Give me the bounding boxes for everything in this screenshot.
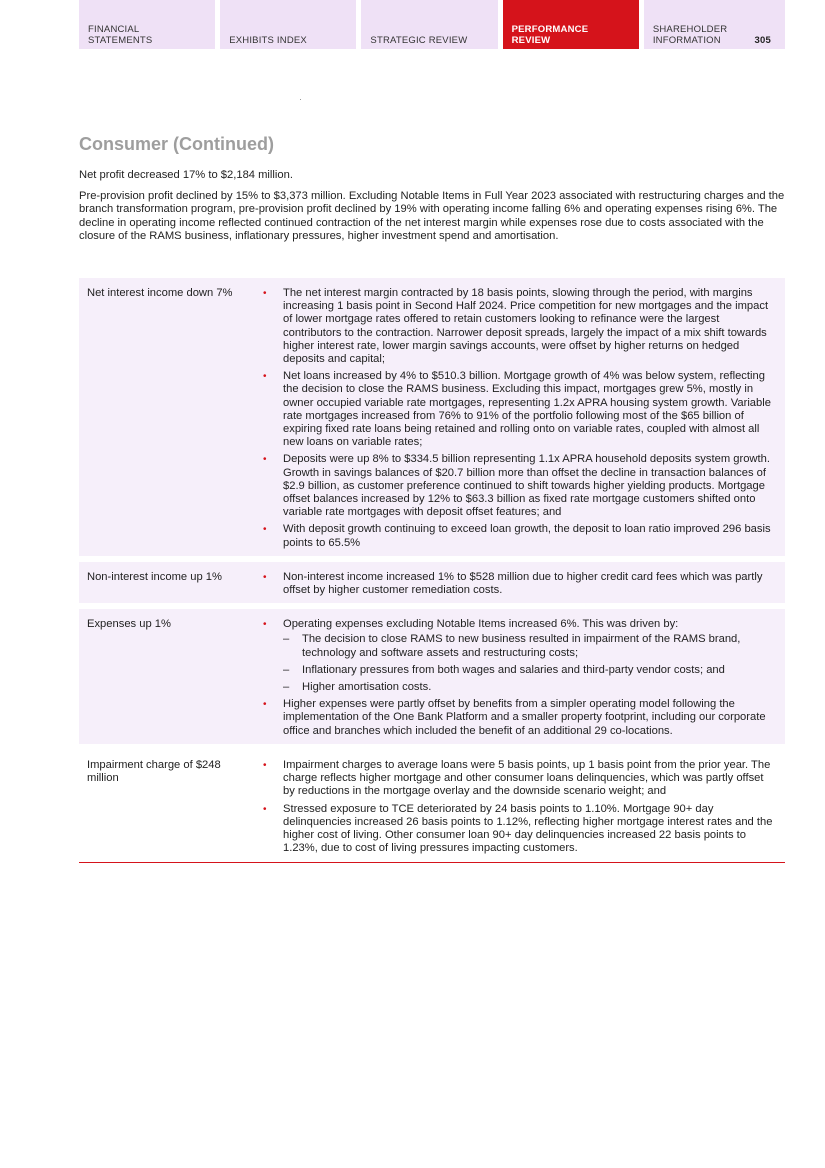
tab-financial-statements[interactable]	[79, 0, 215, 49]
table-row	[79, 278, 785, 562]
bullet-list	[254, 571, 775, 597]
row-content	[254, 287, 785, 550]
bullet-item: • Non-interest income increased 1% to $528 million due to higher credit card fees which was partly offset by higher customer remediation costs.	[254, 571, 775, 597]
bullet-text: Operating expenses excluding Notable Items increased 6%. This was driven by:	[283, 618, 679, 631]
sub-item: – Higher amortisation costs.	[283, 681, 775, 694]
tab-label: STRATEGIC REVIEW	[370, 34, 468, 46]
page-title: Consumer (Continued)	[79, 134, 274, 154]
tab-exhibits-index[interactable]	[220, 0, 356, 49]
row-label: Non-interest income up 1%	[87, 570, 222, 583]
page-number: 305	[754, 34, 771, 46]
intro-paragraph: Pre-provision profit declined by 15% to $3,373 million. Excluding Notable Items in Full Year 2023 associated with restructuring charges and the branch transformation program, pre-provision profit declined by 19% with operating income falling 6% and operating expenses rising 6%. The decline in operating income reflected continued contraction of the net interest margin while expenses rose due to costs associated with the closure of the RAMS business, inflationary pressures, higher investment spend and amortisation.	[79, 190, 785, 242]
bullet-item: • Impairment charges to average loans were 5 basis points, up 1 basis point from the prior year. The charge reflects higher mortgage and other consumer loans delinquencies, which was partly offset by reductions in the mortgage overlay and the downside scenario weight; and	[254, 759, 775, 799]
sub-item: – The decision to close RAMS to new business resulted in impairment of the RAMS brand, technology and software assets and restructuring costs;	[283, 633, 775, 659]
bullet-item: • Stressed exposure to TCE deteriorated by 24 basis points to 1.10%. Mortgage 90+ day delinquencies increased 26 basis points to 1.12%, reflecting higher mortgage interest rates and the higher cost of living. Other consumer loan 90+ day delinquencies increased 22 basis points to 1.23%, due to cost of living pressures impacting customers.	[254, 803, 775, 856]
bullet-list	[254, 759, 775, 855]
tab-shareholder-information[interactable]	[644, 0, 785, 49]
tab-label: SHAREHOLDER INFORMATION	[652, 24, 728, 46]
intro-paragraph: Net profit decreased 17% to $2,184 million.	[79, 169, 293, 181]
bullet-item: • Net loans increased by 4% to $510.3 billion. Mortgage growth of 4% was below system, reflecting the decision to close the RAMS business. Excluding this impact, mortgages grew 5%, mostly in owner occupied variable rate mortgages, representing 1.2x APRA housing system growth. Variable rate mortgages increased from 76% to 91% of the portfolio following most of the $65 billion of expiring fixed rate loans being retained and rolling onto on variable rates, coupled with almost all new loans on variable rates;	[254, 370, 775, 449]
bullet-item	[254, 618, 775, 694]
tab-performance-review[interactable]	[503, 0, 639, 49]
sub-list	[283, 633, 775, 694]
tab-strategic-review[interactable]	[361, 0, 497, 49]
tab-label: EXHIBITS INDEX	[229, 34, 307, 46]
row-label: Expenses up 1%	[87, 618, 171, 631]
row-content	[254, 759, 785, 855]
row-label: Net interest income down 7%	[87, 287, 233, 299]
bullet-list	[254, 287, 775, 550]
bullet-item: • The net interest margin contracted by 18 basis points, slowing through the period, with margins increasing 1 basis point in Second Half 2024. Price competition for new mortgages and the impact of lower mortgage rates offered to retain customers looking to refinance were the largest contributors to the contraction. Narrower deposit spreads, largely the impact of a mix shift towards higher interest rate, lower margin savings accounts, were offset by higher returns on hedged deposits and capital;	[254, 287, 775, 366]
bullet-item: • Deposits were up 8% to $334.5 billion representing 1.1x APRA household deposits system growth. Growth in savings balances of $20.7 billion more than offset the decline in transaction balances of $2.9 billion, as customer preference continued to shift towards higher yielding products. Mortgage offset balances increased by 12% to $63.3 billion as fixed rate mortgage customers shifted onto variable rate mortgages with deposit offset features; and	[254, 453, 775, 519]
intro-text	[79, 169, 785, 251]
bullet-item: • Higher expenses were partly offset by benefits from a simpler operating model following the implementation of the One Bank Platform and a smaller property footprint, including our corporate office and branches which included the benefit of an additional 29 co-locations.	[254, 698, 775, 738]
table-row	[79, 609, 785, 750]
bullet-item: • With deposit growth continuing to exceed loan growth, the deposit to loan ratio improved 296 basis points to 65.5%	[254, 523, 775, 549]
row-content	[254, 618, 785, 738]
row-label: Impairment charge of $248 million	[87, 758, 221, 785]
tab-label: FINANCIAL STATEMENTS	[88, 24, 153, 46]
sub-item: – Inflationary pressures from both wages and salaries and third-party vendor costs; and	[283, 664, 775, 677]
driver-table	[79, 278, 785, 863]
tab-label: PERFORMANCE REVIEW	[511, 24, 589, 46]
table-row	[79, 562, 785, 609]
bullet-list	[254, 618, 775, 738]
table-row	[79, 750, 785, 862]
stray-dot	[300, 99, 301, 100]
row-content	[254, 571, 785, 597]
section-nav	[79, 0, 785, 49]
